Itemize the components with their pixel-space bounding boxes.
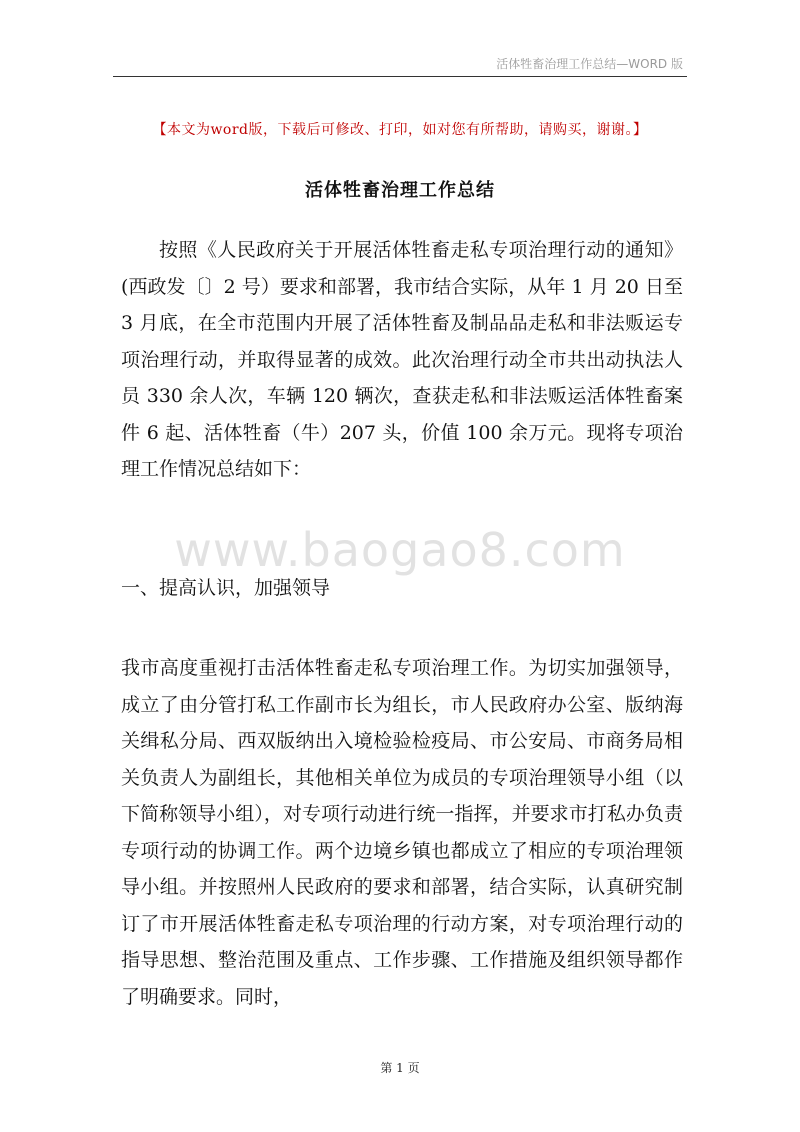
section-heading: 一、提高认识，加强领导 xyxy=(121,577,331,599)
watermark: www.baogao8.com xyxy=(174,523,626,577)
download-notice: 【本文为word版，下载后可修改、打印，如对您有所帮助，请购买，谢谢。】 xyxy=(152,122,648,138)
header-text: 活体牲畜治理工作总结—WORD 版 xyxy=(496,57,683,71)
page-header xyxy=(113,0,687,77)
section-body-paragraph: 我市高度重视打击活体牲畜走私专项治理工作。为切实加强领导，成立了由分管打私工作副市长为组长，市人民政府办公室、版纳海关缉私分局、西双版纳出入境检验检疫局、市公安局、市商务局相关负责人为副组长，其他相关单位为成员的专项治理领导小组（以下简称领导小组），对专项行动进行统一指挥，并要求市打私办负责专项行动的协调工作。两个边境乡镇也都成立了相应的专项治理领导小组。并按照州人民政府的要求和部署，结合实际，认真研究制订了市开展活体牲畜走私专项治理的行动方案，对专项治理行动的指导思想、整治范围及重点、工作步骤、工作措施及组织领导都作了明确要求。同时， xyxy=(121,657,683,1008)
document-title: 活体牲畜治理工作总结 xyxy=(305,180,495,201)
page-number: 第 1 页 xyxy=(380,1061,420,1075)
intro-paragraph: 按照《人民政府关于开展活体牲畜走私专项治理行动的通知》(西政发〔〕2 号）要求和部署，我市结合实际，从年 1 月 20 日至 3 月底，在全市范围内开展了活体牲畜及制品品走私和非法贩运专项治理行动，并取得显著的成效。此次治理行动全市共出动执法人员 330 余人次，车辆 120 辆次，查获走私和非法贩运活体牲畜案件 6 起、活体牲畜（牛）207 头，价值 100 余万元。现将专项治理工作情况总结如下： xyxy=(121,239,683,480)
